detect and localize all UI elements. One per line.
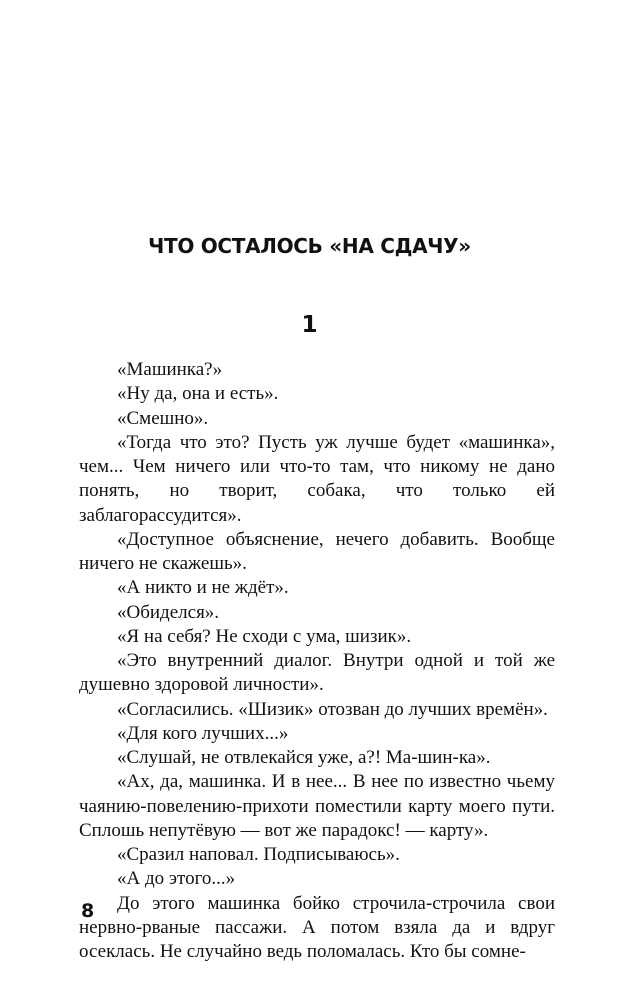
paragraph: «Смешно». bbox=[117, 407, 209, 429]
paragraph: «Обиделся». bbox=[117, 601, 220, 623]
paragraph: «А никто и не ждёт». bbox=[117, 577, 289, 599]
paragraph: «Ах, да, машинка. И в нее... В нее по известно чьему чаянию-повелению-прихоти поместили карту моего пути. Сплошь непутёвую — вот же парадокс! — карту». bbox=[79, 771, 555, 841]
paragraph: До этого машинка бойко строчила-строчила свои нервно-рваные пассажи. А потом взяла да и вдруг осеклась. Не случайно ведь поломалась. Кто бы сомне- bbox=[79, 892, 555, 962]
paragraph: «Слушай, не отвлекайся уже, а?! Ма-шин-ка». bbox=[117, 747, 491, 768]
paragraph: «Для кого лучших...» bbox=[117, 722, 289, 744]
paragraph: «Согласились. «Шизик» отозван до лучших времён». bbox=[117, 698, 548, 720]
chapter-title: ЧТО ОСТАЛОСЬ «НА СДАЧУ» bbox=[148, 234, 471, 258]
body-text bbox=[79, 358, 555, 964]
paragraph: «Это внутренний диалог. Внутри одной и той же душевно здоровой личности». bbox=[79, 650, 555, 696]
paragraph: «Тогда что это? Пусть уж лучше будет «машинка», чем... Чем ничего или что-то там, что никому не дано понять, но творит, собака, что только ей заблагорассудится». bbox=[79, 431, 555, 526]
paragraph: «Машинка?» bbox=[117, 359, 223, 380]
paragraph: «Я на себя? Не сходи с ума, шизик». bbox=[117, 625, 412, 647]
paragraph: «Сразил наповал. Подписываюсь». bbox=[117, 844, 400, 865]
paragraph: «А до этого...» bbox=[117, 868, 236, 890]
section-number: 1 bbox=[301, 312, 318, 338]
page-number: 8 bbox=[81, 900, 95, 922]
paragraph: «Доступное объяснение, нечего добавить. Вообще ничего не скажешь». bbox=[79, 528, 555, 574]
paragraph: «Ну да, она и есть». bbox=[117, 383, 279, 405]
